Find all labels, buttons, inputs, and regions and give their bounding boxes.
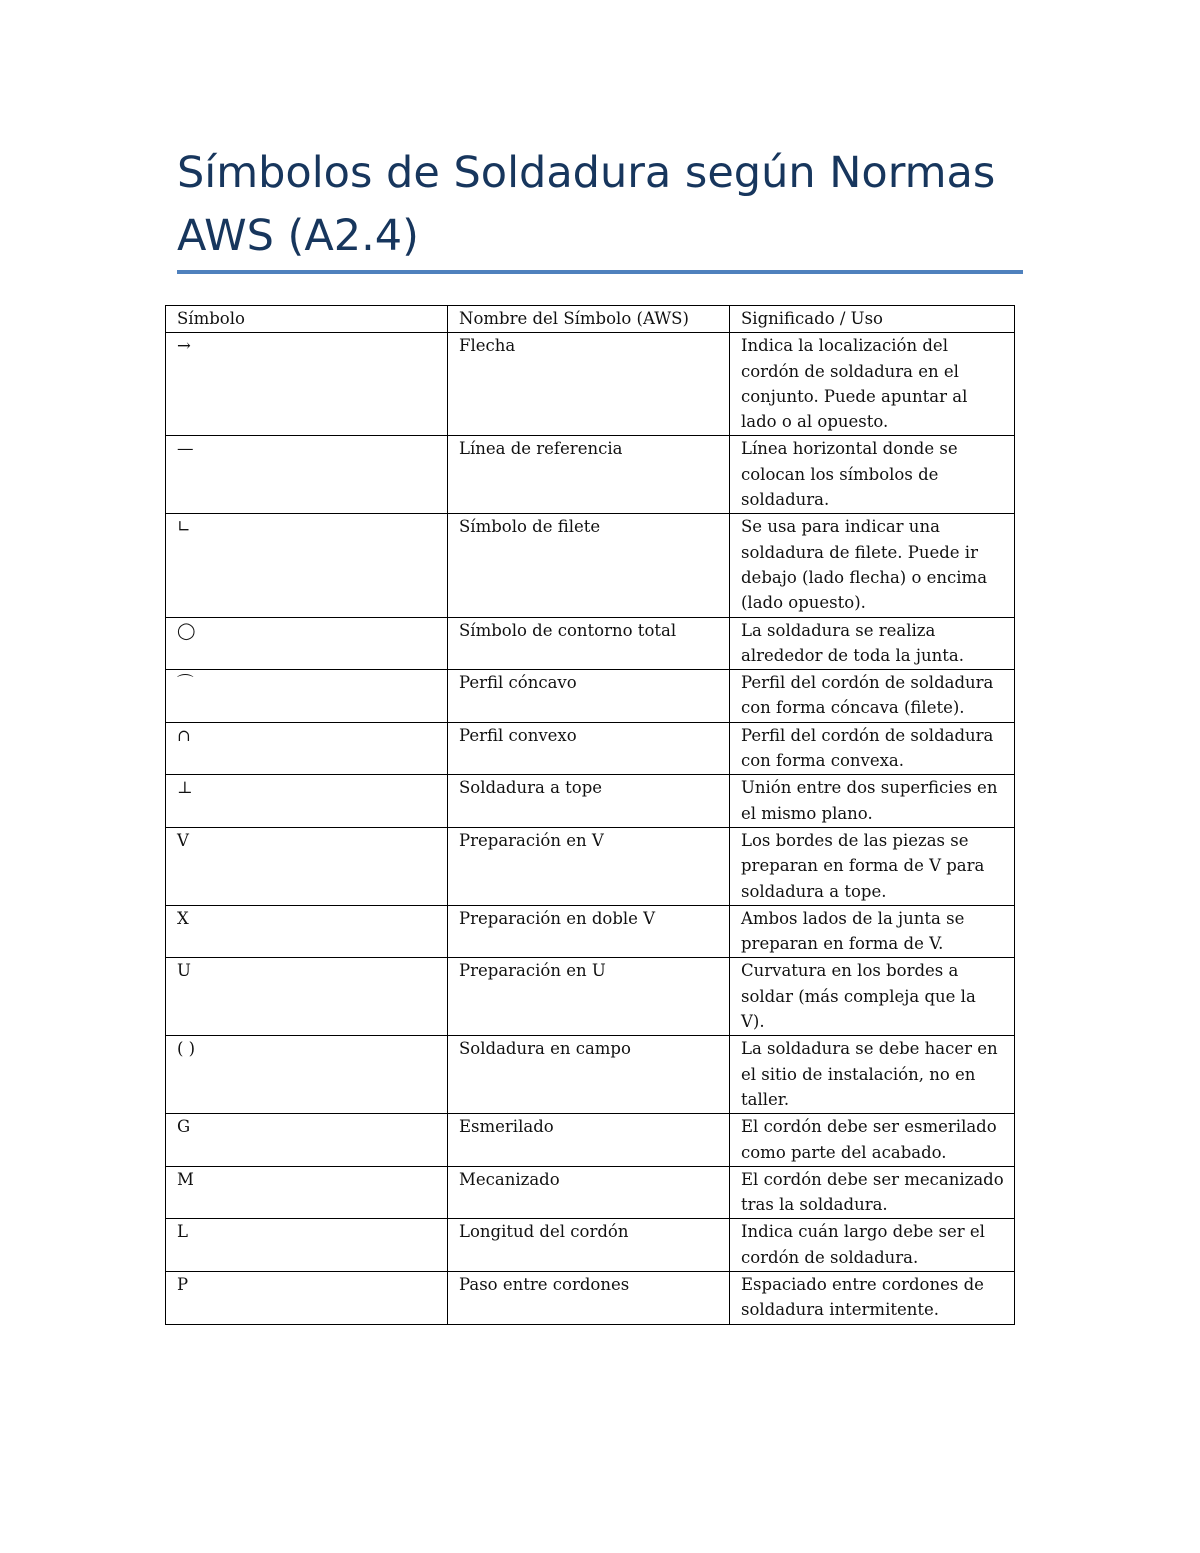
- name-cell: Símbolo de filete: [448, 514, 730, 617]
- meaning-cell: Ambos lados de la junta se preparan en forma de V.: [730, 905, 1015, 958]
- name-cell: Soldadura a tope: [448, 775, 730, 828]
- symbol-cell: ∩: [166, 722, 448, 775]
- name-cell: Preparación en doble V: [448, 905, 730, 958]
- symbol-cell: P: [166, 1271, 448, 1324]
- meaning-cell: Espaciado entre cordones de soldadura intermitente.: [730, 1271, 1015, 1324]
- meaning-cell: Curvatura en los bordes a soldar (más compleja que la V).: [730, 958, 1015, 1036]
- meaning-cell: Unión entre dos superficies en el mismo plano.: [730, 775, 1015, 828]
- name-cell: Paso entre cordones: [448, 1271, 730, 1324]
- table-row: [166, 333, 1015, 436]
- header-meaning: Significado / Uso: [730, 306, 1015, 333]
- name-cell: Soldadura en campo: [448, 1036, 730, 1114]
- meaning-cell: Perfil del cordón de soldadura con forma convexa.: [730, 722, 1015, 775]
- name-cell: Longitud del cordón: [448, 1219, 730, 1272]
- title-underline: [177, 270, 1023, 274]
- symbol-cell: ⊥: [166, 775, 448, 828]
- name-cell: Línea de referencia: [448, 436, 730, 514]
- name-cell: Símbolo de contorno total: [448, 617, 730, 670]
- table-row: [166, 1036, 1015, 1114]
- meaning-cell: Línea horizontal donde se colocan los símbolos de soldadura.: [730, 436, 1015, 514]
- symbol-cell: U: [166, 958, 448, 1036]
- symbol-cell: V: [166, 827, 448, 905]
- table-row: [166, 514, 1015, 617]
- meaning-cell: La soldadura se debe hacer en el sitio de instalación, no en taller.: [730, 1036, 1015, 1114]
- name-cell: Flecha: [448, 333, 730, 436]
- meaning-cell: Se usa para indicar una soldadura de filete. Puede ir debajo (lado flecha) o encima (lado opuesto).: [730, 514, 1015, 617]
- symbol-cell: ( ): [166, 1036, 448, 1114]
- symbol-cell: →: [166, 333, 448, 436]
- symbol-cell: ◯: [166, 617, 448, 670]
- name-cell: Mecanizado: [448, 1166, 730, 1219]
- name-cell: Esmerilado: [448, 1114, 730, 1167]
- meaning-cell: Los bordes de las piezas se preparan en forma de V para soldadura a tope.: [730, 827, 1015, 905]
- table-row: [166, 670, 1015, 723]
- symbol-cell: M: [166, 1166, 448, 1219]
- table-row: [166, 958, 1015, 1036]
- page-title: Símbolos de Soldadura según Normas AWS (A2.4): [177, 148, 996, 261]
- symbol-cell: X: [166, 905, 448, 958]
- table-row: [166, 1219, 1015, 1272]
- table-row: [166, 905, 1015, 958]
- meaning-cell: Indica cuán largo debe ser el cordón de soldadura.: [730, 1219, 1015, 1272]
- symbol-cell: L: [166, 1219, 448, 1272]
- header-symbol: Símbolo: [166, 306, 448, 333]
- meaning-cell: El cordón debe ser mecanizado tras la soldadura.: [730, 1166, 1015, 1219]
- meaning-cell: Indica la localización del cordón de soldadura en el conjunto. Puede apuntar al lado o al opuesto.: [730, 333, 1015, 436]
- meaning-cell: El cordón debe ser esmerilado como parte del acabado.: [730, 1114, 1015, 1167]
- table-row: [166, 827, 1015, 905]
- table-row: [166, 436, 1015, 514]
- symbols-table: [165, 305, 1015, 1325]
- symbol-cell: ∟: [166, 514, 448, 617]
- name-cell: Preparación en U: [448, 958, 730, 1036]
- symbol-cell: ⌒: [166, 670, 448, 723]
- table-row: [166, 1271, 1015, 1324]
- table-header-row: [166, 306, 1015, 333]
- name-cell: Preparación en V: [448, 827, 730, 905]
- header-name: Nombre del Símbolo (AWS): [448, 306, 730, 333]
- meaning-cell: La soldadura se realiza alrededor de toda la junta.: [730, 617, 1015, 670]
- name-cell: Perfil convexo: [448, 722, 730, 775]
- table-row: [166, 1166, 1015, 1219]
- meaning-cell: Perfil del cordón de soldadura con forma cóncava (filete).: [730, 670, 1015, 723]
- name-cell: Perfil cóncavo: [448, 670, 730, 723]
- table-row: [166, 1114, 1015, 1167]
- symbol-cell: —: [166, 436, 448, 514]
- table-row: [166, 775, 1015, 828]
- symbol-cell: G: [166, 1114, 448, 1167]
- table-row: [166, 617, 1015, 670]
- table-row: [166, 722, 1015, 775]
